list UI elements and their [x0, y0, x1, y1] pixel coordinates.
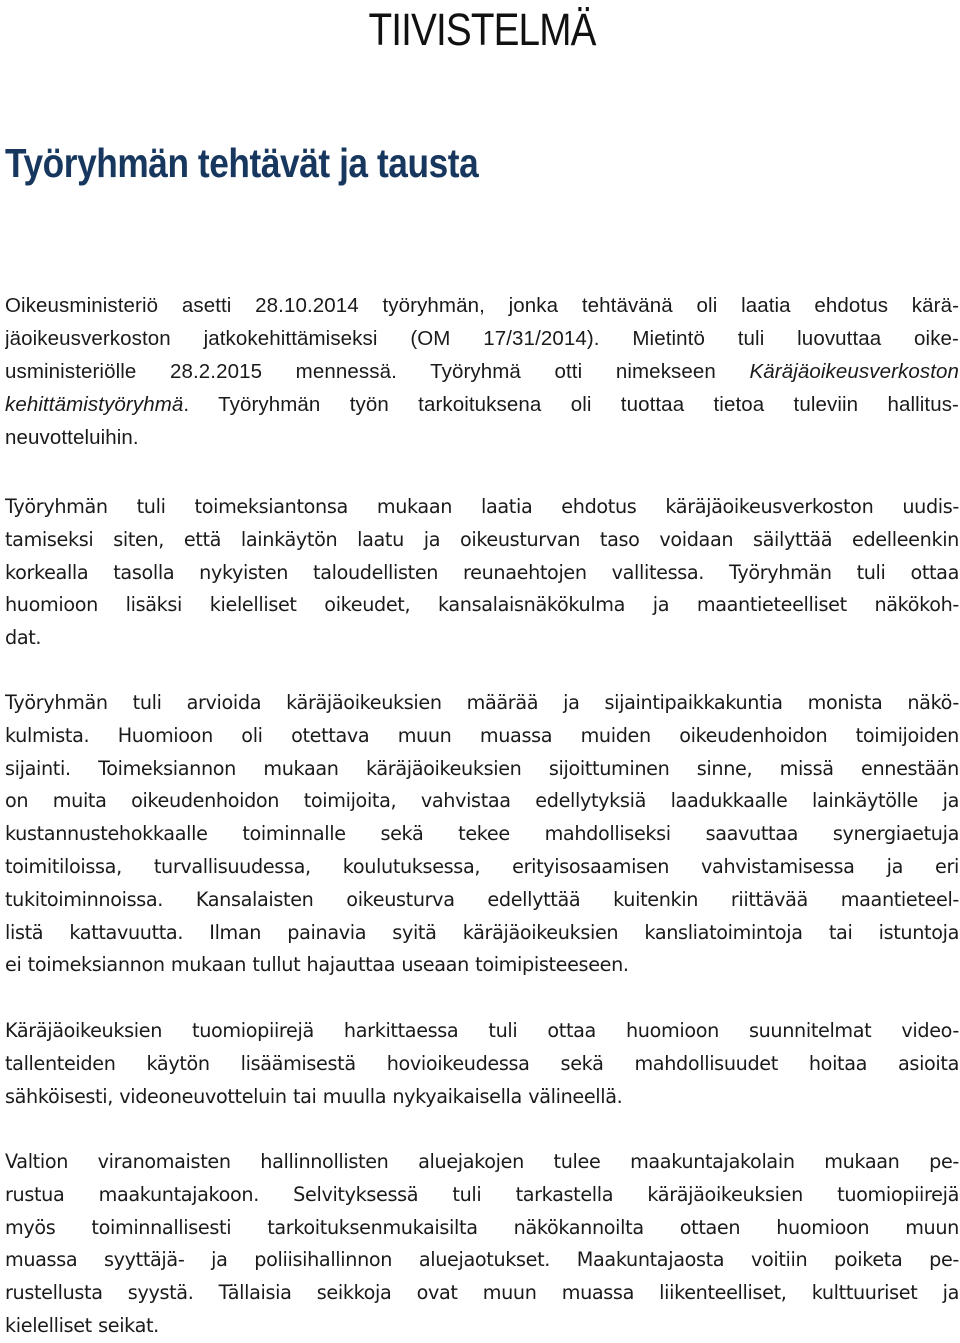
- working-group-name: Käräjäoikeusverkoston: [749, 360, 959, 383]
- paragraph-line: Käräjäoikeuksien tuomiopiirejä harkittaessa tuli ottaa huomioon suunnitelmat video-: [5, 1019, 959, 1042]
- paragraph-line: toimitiloissa, turvallisuudessa, koulutuksessa, erityisosaamisen vahvistamisessa ja eri: [5, 854, 959, 878]
- paragraph-line: kielelliset seikat.: [5, 1313, 159, 1337]
- paragraph-line: Oikeusministeriö asetti 28.10.2014 työryhmän, jonka tehtävänä oli laatia ehdotus kärä-: [5, 294, 959, 317]
- paragraph-line: rustellusta syystä. Tällaisia seikkoja ovat muun muassa liikenteelliset, kulttuuriset ja: [5, 1281, 959, 1305]
- document-page: [5, 0, 959, 1337]
- paragraph-line: on muita oikeudenhoidon toimijoita, vahvistaa edellytyksiä laadukkaalle lainkäytölle ja: [5, 789, 959, 813]
- paragraph-text: usministeriölle 28.2.2015 mennessä. Työryhmä otti nimekseen: [5, 360, 750, 383]
- paragraph-line: neuvotteluihin.: [5, 426, 139, 449]
- paragraph-2: [5, 491, 959, 655]
- paragraph-line: muassa syyttäjä- ja poliisihallinnon aluejaotukset. Maakuntajaosta voitiin poiketa pe-: [5, 1248, 959, 1272]
- paragraph-5: [5, 1146, 959, 1343]
- paragraph-line: jäoikeusverkoston jatkokehittämiseksi (OM 17/31/2014). Mietintö tuli luovuttaa oike-: [5, 327, 959, 350]
- paragraph-line: dat.: [5, 626, 42, 650]
- paragraph-line: myös toiminnallisesti tarkoituksenmukaisilta näkökannoilta ottaen huomioon muun: [5, 1215, 959, 1239]
- section-heading: Työryhmän tehtävät ja tausta: [5, 140, 479, 186]
- paragraph-3: [5, 687, 959, 982]
- paragraph-line: [5, 388, 959, 421]
- paragraph-line: korkealla tasolla nykyisten taloudellisten reunaehtojen vallitessa. Työryhmän tuli ottaa: [5, 560, 959, 584]
- paragraph-line: Työryhmän tuli arvioida käräjäoikeuksien määrää ja sijaintipaikkakuntia monista näkö-: [5, 691, 959, 714]
- paragraph-line: huomioon lisäksi kielelliset oikeudet, kansalaisnäkökulma ja maantieteelliset näkökoh-: [5, 593, 959, 617]
- paragraph-line: tamiseksi siten, että lainkäytön laatu ja oikeusturvan taso voidaan säilyttää edelleenkin: [5, 527, 959, 551]
- paragraph-line: sijainti. Toimeksiannon mukaan käräjäoikeuksien sijoittuminen sinne, missä ennestään: [5, 756, 959, 780]
- paragraph-line: kulmista. Huomioon oli otettava muun muassa muiden oikeudenhoidon toimijoiden: [5, 723, 959, 747]
- paragraph-line: tukitoiminnoissa. Kansalaisten oikeusturva edellyttää kuitenkin riittävää maantieteel-: [5, 887, 959, 911]
- paragraph-line: Valtion viranomaisten hallinnollisten aluejakojen tulee maakuntajakolain mukaan pe-: [5, 1150, 959, 1173]
- paragraph-line: listä kattavuutta. Ilman painavia syitä käräjäoikeuksien kansliatoimintoja tai istuntoja: [5, 920, 959, 944]
- paragraph-line: ei toimeksiannon mukaan tullut hajauttaa useaan toimipisteeseen.: [5, 953, 629, 977]
- paragraph-line: tallenteiden käytön lisäämisestä hovioikeudessa sekä mahdollisuudet hoitaa asioita: [5, 1051, 959, 1075]
- paragraph-text: . Työryhmän työn tarkoituksena oli tuottaa tietoa tuleviin hallitus-: [183, 393, 959, 416]
- paragraph-line: sähköisesti, videoneuvotteluin tai muulla nykyaikaisella välineellä.: [5, 1084, 623, 1108]
- document-title: TIIVISTELMÄ: [368, 4, 596, 55]
- paragraph-1: [5, 289, 959, 454]
- paragraph-4: [5, 1015, 959, 1113]
- working-group-name: kehittämistyöryhmä: [5, 393, 184, 416]
- paragraph-line: Työryhmän tuli toimeksiantonsa mukaan laatia ehdotus käräjäoikeusverkoston uudis-: [5, 495, 959, 518]
- paragraph-line: kustannustehokkaalle toiminnalle sekä tekee mahdolliseksi saavuttaa synergiaetuja: [5, 822, 959, 846]
- paragraph-line: [5, 355, 959, 388]
- paragraph-line: rustua maakuntajakoon. Selvityksessä tuli tarkastella käräjäoikeuksien tuomiopiirejä: [5, 1182, 959, 1206]
